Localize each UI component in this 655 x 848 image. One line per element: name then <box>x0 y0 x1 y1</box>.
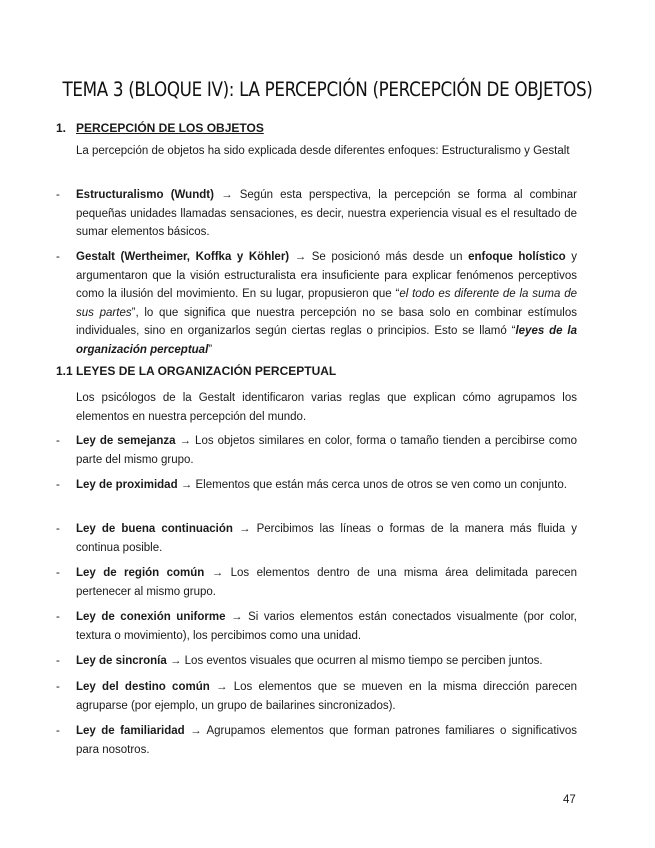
list-item-key-term: leyes de la organización perceptual <box>76 325 577 356</box>
list-dash: - <box>56 479 60 491</box>
list-dash: - <box>56 681 60 693</box>
law-term: Ley de semejanza <box>76 435 176 447</box>
law-term: Ley del destino común <box>76 681 210 693</box>
law-text: → Los objetos similares en color, forma o tamaño tienden a percibirse como parte del mismo grupo. <box>76 435 577 466</box>
law-body <box>76 678 577 715</box>
list-item-text: ”, lo que significa que nuestra percepción no se basa solo en combinar estímulos individuales, sino en organizarlos según ciertas reglas o principios. Esto se llamó “ <box>76 306 577 337</box>
law-text: → Los eventos visuales que ocurren al mismo tiempo se perciben juntos. <box>166 655 543 667</box>
law-term: Ley de sincronía <box>76 655 167 667</box>
law-body <box>76 722 577 759</box>
law-body <box>76 520 577 557</box>
list-item-term: Estructuralismo (Wundt) <box>76 189 214 201</box>
law-term: Ley de región común <box>76 567 205 579</box>
section-1-1-heading: 1.1 LEYES DE LA ORGANIZACIÓN PERCEPTUAL <box>56 364 337 378</box>
law-item <box>56 722 577 759</box>
list-item-emphasis: enfoque holístico <box>468 251 566 263</box>
law-body <box>76 564 577 601</box>
list-dash: - <box>56 523 60 535</box>
list-item-term: Gestalt (Wertheimer, Koffka y Köhler) <box>76 251 290 263</box>
list-item-body <box>76 186 577 242</box>
section-1-heading <box>56 121 264 135</box>
law-item <box>56 432 577 469</box>
law-text: → Percibimos las líneas o formas de la manera más fluida y continua posible. <box>76 523 577 554</box>
law-item <box>56 678 577 715</box>
law-term: Ley de conexión uniforme <box>76 611 226 623</box>
list-item-gestalt <box>56 248 577 359</box>
section-1-number: 1. <box>56 121 67 135</box>
section-1-title: PERCEPCIÓN DE LOS OBJETOS <box>76 121 264 135</box>
list-dash: - <box>56 611 60 623</box>
law-term: Ley de familiaridad <box>76 725 185 737</box>
law-text: → Elementos que están más cerca unos de otros se ven como un conjunto. <box>177 479 567 491</box>
list-item-estructuralismo <box>56 186 577 242</box>
list-item-text: → Se posicionó más desde un <box>289 251 469 263</box>
law-term: Ley de proximidad <box>76 479 178 491</box>
list-item-body <box>76 248 577 359</box>
list-dash: - <box>56 725 60 737</box>
page-title: TEMA 3 (BLOQUE IV): LA PERCEPCIÓN (PERCEPCIÓN DE OBJETOS) <box>62 78 593 101</box>
law-text: → Los elementos que se mueven en la misma dirección parecen agruparse (por ejemplo, un grupo de bailarines sincronizados). <box>76 681 577 712</box>
law-item <box>56 608 577 645</box>
list-dash: - <box>56 567 60 579</box>
page-number: 47 <box>563 794 576 806</box>
law-item <box>56 652 577 671</box>
list-dash: - <box>56 435 60 447</box>
law-text: → Los elementos dentro de una misma área delimitada parecen pertenecer al mismo grupo. <box>76 567 577 598</box>
list-item-text: → Según esta perspectiva, la percepción se forma al combinar pequeñas unidades llamadas sensaciones, es decir, nuestra experiencia visual es el resultado de sumar elementos básicos. <box>76 189 577 238</box>
section-1-1-intro: Los psicólogos de la Gestalt identificaron varias reglas que explican cómo agrupamos los elementos en nuestra percepción del mundo. <box>76 392 577 423</box>
list-item-text: y argumentaron que la visión estructuralista era insuficiente para explicar fenómenos perceptivos como la ilusión del movimiento. En su lugar, propusieron que “ <box>76 251 577 300</box>
law-body <box>76 652 577 671</box>
law-text: → Agrupamos elementos que forman patrones familiares o significativos para nosotros. <box>76 725 577 756</box>
list-dash: - <box>56 251 60 263</box>
section-1-intro: La percepción de objetos ha sido explicada desde diferentes enfoques: Estructuralismo y Gestalt <box>76 145 570 157</box>
law-item <box>56 564 577 601</box>
list-item-text: ” <box>208 343 213 356</box>
list-item-quote: el todo es diferente de la suma de sus partes <box>76 288 577 319</box>
law-term: Ley de buena continuación <box>76 523 233 535</box>
law-body <box>76 432 577 469</box>
law-body <box>76 476 577 495</box>
law-item <box>56 476 577 495</box>
list-dash: - <box>56 189 60 201</box>
list-dash: - <box>56 655 60 667</box>
law-body <box>76 608 577 645</box>
law-text: → Si varios elementos están conectados visualmente (por color, textura o movimiento), los percibimos como una unidad. <box>76 611 578 642</box>
law-item <box>56 520 577 557</box>
